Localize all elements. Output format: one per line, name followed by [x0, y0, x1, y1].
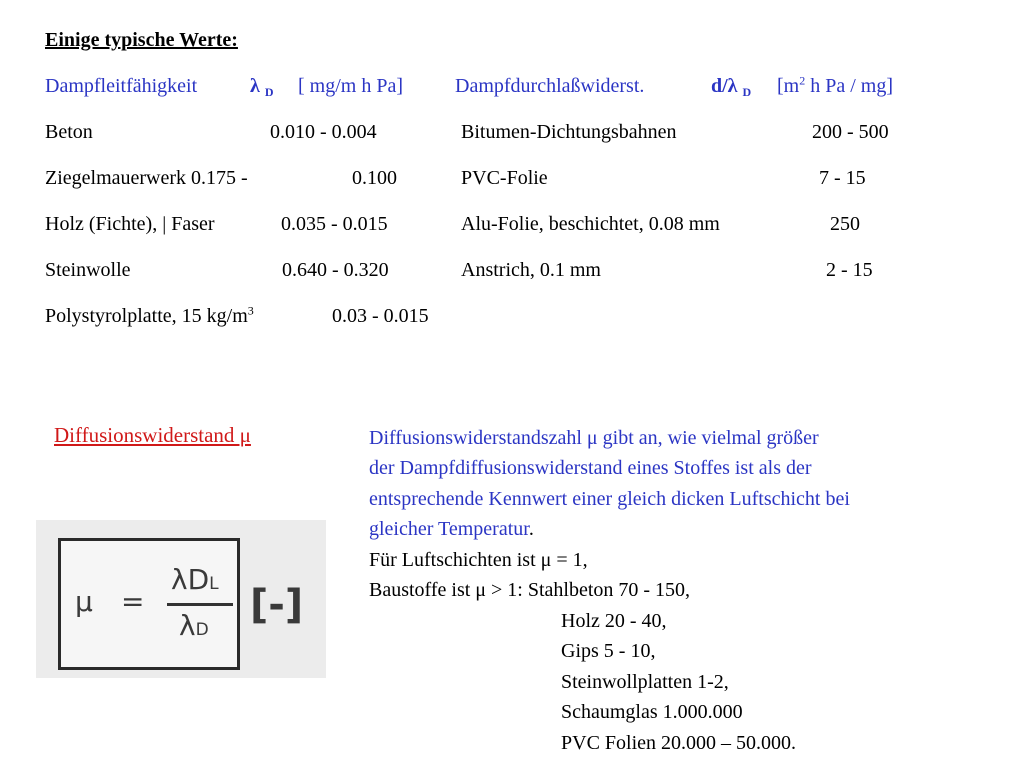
description-line: Diffusionswiderstandszahl μ gibt an, wie vielmal größer	[369, 427, 819, 449]
formula-mu: μ	[75, 585, 93, 618]
formula-fraction-line	[167, 603, 233, 606]
right-row-range: 250	[830, 213, 860, 235]
material-list-item: Schaumglas 1.000.000	[561, 701, 743, 723]
right-row-range: 2 - 15	[826, 259, 873, 281]
description-line: gleicher Temperatur.	[369, 518, 534, 540]
d-lambda-symbol: d/λ	[711, 75, 738, 97]
formula-equals: =	[121, 585, 145, 618]
formula-numerator: λDL	[171, 563, 219, 596]
left-row-range: 0.640 - 0.320	[282, 259, 389, 281]
right-row-range: 200 - 500	[812, 121, 889, 143]
lambda-symbol: λ	[250, 75, 260, 97]
right-row-range: 7 - 15	[819, 167, 866, 189]
right-row-material: PVC-Folie	[461, 167, 548, 189]
left-row-material: Ziegelmauerwerk 0.175 -	[45, 167, 248, 189]
left-row-range: 0.010 - 0.004	[270, 121, 377, 143]
formula-image	[36, 520, 326, 678]
left-row-material: Holz (Fichte), | Faser	[45, 213, 215, 235]
header-right-unit: [$m^2$ h Pa / mg]	[777, 73, 893, 97]
right-row-material: Bitumen-Dichtungsbahnen	[461, 121, 677, 143]
right-row-material: Anstrich, 0.1 mm	[461, 259, 601, 281]
unit-superscript: 2	[799, 73, 806, 88]
left-row-range: 0.100	[352, 167, 397, 189]
description-line: entsprechende Kennwert einer gleich dicken Luftschicht bei	[369, 488, 850, 510]
description-line: der Dampfdiffusionswiderstand eines Stoffes ist als der	[369, 457, 812, 479]
material-list-item: PVC Folien 20.000 – 50.000.	[561, 732, 797, 754]
diffusion-resistance-title: Diffusionswiderstand μ	[54, 423, 251, 447]
d-lambda-subscript: D	[742, 85, 752, 99]
d-over-lambda-symbol	[711, 74, 751, 100]
formula-unit: [-]	[250, 582, 304, 628]
material-list-item: Steinwollplatten 1-2,	[561, 671, 729, 693]
left-row-range: 0.03 - 0.015	[332, 305, 429, 327]
page-heading: Einige typische Werte:	[45, 29, 238, 51]
lambda-subscript: D	[264, 85, 274, 99]
left-row-material: Beton	[45, 121, 93, 143]
material-list-item: Gips 5 - 10,	[561, 640, 656, 662]
density-superscript: 3	[247, 303, 254, 318]
formula-box	[58, 538, 240, 670]
left-row-range: 0.035 - 0.015	[281, 213, 388, 235]
air-layer-line: Für Luftschichten ist μ = 1,	[369, 549, 588, 571]
formula-denominator: λD	[179, 609, 209, 642]
left-row-material: Polystyrolplatte, 15 $kg/m^3$	[45, 303, 254, 327]
material-list-item: Holz 20 - 40,	[561, 610, 667, 632]
building-materials-line: Baustoffe ist μ > 1: Stahlbeton 70 - 150,	[369, 579, 691, 601]
left-row-material: Steinwolle	[45, 259, 131, 281]
header-left-unit: [ mg/m h Pa]	[298, 75, 403, 97]
right-row-material: Alu-Folie, beschichtet, 0.08 mm	[461, 213, 720, 235]
header-right-label: Dampfdurchlaßwiderst.	[455, 75, 645, 97]
header-left-label: Dampfleitfähigkeit	[45, 75, 198, 97]
lambda-d-symbol	[250, 74, 274, 100]
